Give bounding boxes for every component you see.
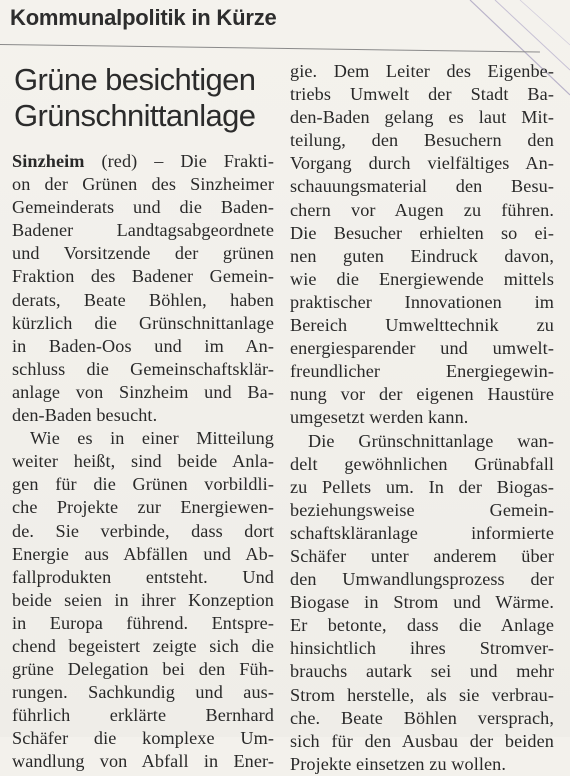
text-line: Gemeinderats und die Baden- — [12, 197, 274, 218]
text-line: Fraktion des Badener Gemein- — [12, 266, 274, 287]
text-line: in Baden-Oos und im An- — [12, 335, 274, 356]
text-line: Energie aus Abfällen und Ab- — [12, 543, 274, 564]
text-line: Die Grünschnittanlage wan- — [308, 430, 554, 451]
text-line: zu Pellets um. In der Biogas- — [290, 476, 554, 497]
text-line: freundlicher Energiegewin- — [290, 361, 554, 382]
text-line: gie. Dem Leiter des Eigenbe- — [290, 61, 554, 81]
text-line: brauchs autark sei und mehr — [290, 661, 554, 682]
text-line: in Europa führend. Entspre- — [12, 612, 274, 633]
text-line: und Vorsitzende der grünen — [12, 243, 274, 264]
text-line: wandlung von Abfall in Ener- — [12, 751, 274, 772]
text-line: de. Sie verbinde, dass dort — [12, 520, 274, 541]
text-line: Bereich Umwelttechnik zu — [290, 315, 554, 336]
text-line: che. Beate Böhlen versprach, — [290, 707, 554, 728]
text-line: sich für den Ausbau der beiden — [290, 730, 554, 751]
text-line: Vorgang durch vielfältiges An- — [290, 153, 554, 174]
text-line: triebs Umwelt der Stadt Ba- — [290, 84, 554, 105]
text-line: hinsichtlich ihres Stromver- — [290, 638, 554, 659]
headline-line-1: Grüne besichtigen — [14, 62, 256, 97]
text-line: umgesetzt werden kann. — [290, 407, 469, 428]
text-line: schauungsmaterial den Besu- — [290, 176, 554, 197]
article-column-left — [12, 150, 274, 774]
text-line: grüne Delegation bei den Füh- — [12, 659, 274, 680]
text-line: Schäfer die komplexe Um- — [12, 728, 274, 749]
text-line-rest: (red) – Die Frakti- — [84, 151, 274, 171]
text-line: nen guten Eindruck davon, — [290, 245, 554, 266]
text-line: weiter heißt, sind beide Anla- — [12, 451, 274, 472]
text-line: den-Baden besucht. — [12, 405, 158, 426]
text-line: teilung, den Besuchern den — [290, 130, 554, 151]
text-line: rungen. Sachkundig und aus- — [12, 682, 274, 703]
text-line: schluss die Gemeinschaftsklär- — [12, 358, 274, 379]
text-line: anlage von Sinzheim und Ba- — [12, 381, 274, 402]
text-line: führlich erklärte Bernhard — [12, 705, 274, 726]
text-line: Projekte einsetzen zu wollen. — [290, 753, 507, 774]
text-line: den-Baden gelang es laut Mit- — [290, 107, 554, 128]
text-line: beide seien in ihrer Konzeption — [12, 589, 274, 610]
text-line: beziehungsweise Gemein- — [290, 499, 554, 520]
text-line: den Umwandlungsprozess der — [290, 569, 554, 590]
text-line: gen für die Grünen vorbildli- — [12, 474, 274, 495]
text-line — [12, 150, 274, 173]
text-line: on der Grünen des Sinzheimer — [12, 174, 274, 195]
text-line: Biogase in Strom und Wärme. — [290, 592, 554, 613]
headline-line-2: Grünschnittanlage — [14, 98, 256, 133]
article-headline — [14, 62, 276, 134]
text-line: Die Besucher erhielten so ei- — [290, 222, 554, 243]
section-kicker: Kommunalpolitik in Kürze — [10, 5, 277, 30]
article-column-right — [290, 60, 554, 776]
text-line: schaftskläranlage informierte — [290, 522, 554, 543]
text-line: che Projekte zur Energiewen- — [12, 497, 274, 518]
text-line: energiesparender und umwelt- — [290, 338, 554, 359]
text-line: nung vor der eigenen Haustüre — [290, 384, 554, 405]
text-line: delt gewöhnlichen Grünabfall — [290, 453, 554, 474]
text-line: fallprodukten entsteht. Und — [12, 566, 274, 587]
text-line: Schäfer unter anderem über — [290, 545, 554, 566]
text-line: wie die Energiewende mittels — [290, 268, 554, 289]
text-line: derats, Beate Böhlen, haben — [12, 289, 274, 310]
text-line: chend begeistert zeigte sich die — [12, 635, 274, 656]
text-line: kürzlich die Grünschnittanlage — [12, 312, 274, 333]
text-line: Badener Landtagsabgeordnete — [12, 220, 274, 241]
dateline: Sinzheim — [12, 151, 85, 171]
text-line: chern vor Augen zu führen. — [290, 199, 554, 220]
text-line: Wie es in einer Mitteilung — [30, 428, 274, 449]
text-line: Strom herstelle, als sie verbrau- — [290, 684, 554, 705]
text-line: praktischer Innovationen im — [290, 291, 554, 312]
text-line: Er betonte, dass die Anlage — [290, 615, 554, 636]
